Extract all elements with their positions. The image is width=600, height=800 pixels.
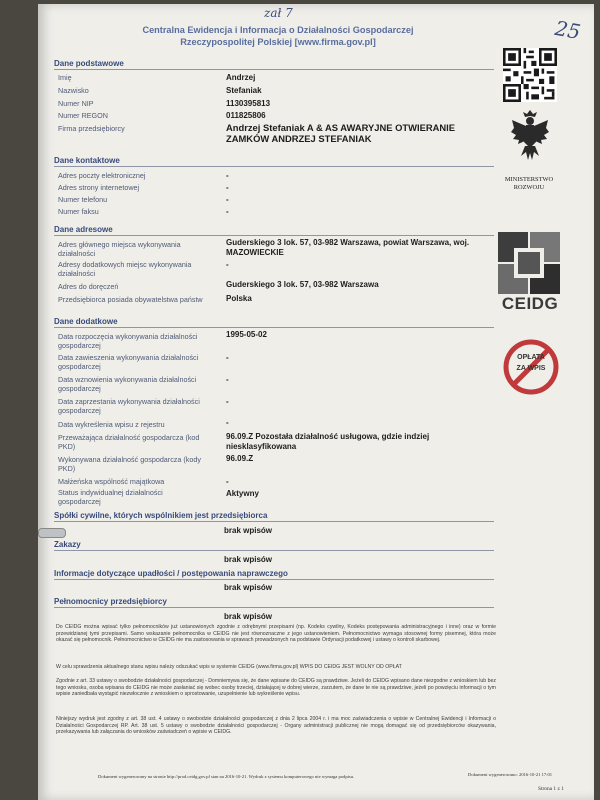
empty-entries: brak wpisów [224, 612, 273, 621]
ministry-line-2: ROZWOJU [513, 184, 545, 191]
field-label: Małżeńska wspólność majątkowa [58, 477, 165, 486]
field-value: - [226, 477, 229, 486]
field-label: Status indywidualnej działalności gospodarczej [58, 488, 163, 506]
field-label: Numer REGON [58, 111, 108, 120]
field-label: Imię [58, 73, 72, 82]
field-label: Przedsiębiorca posiada obywatelstwa państw [58, 295, 203, 304]
field-label: Wykonywana działalność gospodarcza (kody PKD) [58, 455, 201, 473]
field-value: 96.09.Z [226, 454, 254, 463]
field-label: Data zawieszenia wykonywania działalności gospodarczej [58, 353, 199, 371]
field-label: Adres głównego miejsca wykonywania działalności [58, 240, 181, 258]
field-value: 011825806 [226, 111, 266, 120]
empty-entries: brak wpisów [224, 583, 273, 592]
section-rule [54, 327, 494, 328]
field-value: Guderskiego 3 lok. 57, 03-982 Warszawa, powiat Warszawa, woj. MAZOWIECKIE [226, 238, 470, 257]
section-title-spolki: Spółki cywilne, których wspólnikiem jest przedsiębiorca [54, 511, 268, 520]
header-line-2: Rzeczypospolitej Polskiej [www.firma.gov.pl] [180, 37, 376, 47]
field-value: 1130395813 [226, 99, 271, 108]
field-value: - [226, 195, 229, 204]
section-title-dodatkowe: Dane dodatkowe [54, 317, 118, 326]
field-label: Adres do doręczeń [58, 282, 119, 291]
ministry-line-1: MINISTERSTWO [504, 176, 554, 183]
stamp-text-line-1: OPŁATA [517, 354, 545, 361]
field-value: - [226, 397, 229, 406]
section-rule [54, 579, 494, 580]
ceidg-logo-text: CEIDG [501, 294, 559, 313]
field-value: - [226, 260, 229, 269]
field-value: - [226, 207, 229, 216]
section-rule [54, 607, 494, 608]
section-rule [54, 521, 494, 522]
field-value: - [226, 353, 229, 362]
section-title-podstawowe: Dane podstawowe [54, 59, 124, 68]
handwritten-page-number: 25 [552, 15, 582, 45]
field-value: 96.09.Z Pozostała działalność usługowa, gdzie indziej niesklasyfikowana [226, 432, 430, 451]
section-title-kontaktowe: Dane kontaktowe [54, 156, 120, 165]
field-label: Nazwisko [58, 86, 89, 95]
field-value: Stefaniak [226, 86, 262, 95]
field-label: Data zaprzestania wykonywania działalności gospodarczej [58, 397, 200, 415]
field-label: Numer faksu [58, 207, 99, 216]
qr-code [503, 48, 557, 102]
field-value: - [226, 183, 229, 192]
handwritten-note-top: zał 7 [264, 6, 293, 20]
document-header [128, 24, 428, 48]
field-value: Guderskiego 3 lok. 57, 03-982 Warszawa [226, 280, 379, 289]
document-page [38, 4, 594, 800]
field-label: Data wznowienia wykonywania działalności gospodarczej [58, 375, 197, 393]
footer-page-number: Strona 1 z 1 [538, 786, 564, 792]
note-pelnomocnictwo: Do CEIDG można wpisać tylko pełnomocników już ustanowionych zgodnie z odrębnymi przepisami (np. Kodeks cywilny, Kodeks postępowania administracyjnego i inne) oraz w formie przewidzianej tymi przepisami. Samo wskazanie pełnomocnika w CEIDG nie jest równoznaczne z jego ustanowieniem. Pełnomocnictwo wymaga stosownej formy pisemnej, która może okazać się pełnomocnik. Pełnomocnictwo w CEIDG nie ma zastosowania w sprawach prowadzonych na podstawie Ordynacji podatkowej i ustawy o kontroli skarbowej. [56, 624, 496, 644]
section-title-upadlosc: Informacje dotyczące upadłości / postępowania naprawczego [54, 569, 288, 578]
field-value: - [226, 375, 229, 384]
field-label: Adres strony internetowej [58, 183, 140, 192]
eagle-emblem-icon [510, 108, 550, 164]
empty-entries: brak wpisów [224, 526, 273, 535]
company-name: Andrzej Stefaniak A & AS AWARYJNE OTWIERANIE ZAMKÓW ANDRZEJ STEFANIAK [226, 122, 456, 144]
section-rule [54, 166, 494, 167]
note-art38: Niniejszy wydruk jest zgodny z art. 38 ust. 4 ustawy o swobodzie działalności gospodarczej z dnia 2 lipca 2004 r. i ma moc zaświadczenia o wpisie w Centralnej Ewidencji i Informacji o Działalności Gospodarczej RP. Art. 38 ust. 5 ustawy o swobodzie działalności gospodarczej - Organy administracji publicznej nie mogą domagać się od przedsiębiorców okazywania, przekazywania lub załączania do wniosków zaświadczeń o wpisie w CEIDG. [56, 716, 496, 736]
section-rule [54, 550, 494, 551]
field-label: Numer NIP [58, 99, 94, 108]
field-value: - [226, 171, 229, 180]
field-label: Firma przedsiębiorcy [58, 124, 125, 133]
paper-clip [38, 528, 66, 538]
section-title-adresowe: Dane adresowe [54, 225, 113, 234]
header-line-1: Centralna Ewidencja i Informacja o Działalności Gospodarczej [142, 25, 414, 35]
field-value: 1995-05-02 [226, 330, 267, 339]
field-value: Aktywny [226, 489, 259, 498]
section-rule [54, 235, 494, 236]
field-label: Data rozpoczęcia wykonywania działalności gospodarczej [58, 332, 198, 350]
section-rule [54, 69, 494, 70]
field-label: Adresy dodatkowych miejsc wykonywania działalności [58, 260, 192, 278]
field-label: Adres poczty elektronicznej [58, 171, 146, 180]
empty-entries: brak wpisów [224, 555, 273, 564]
field-value: Polska [226, 294, 252, 303]
stamp-text-line-2: ZA WPIS [516, 365, 546, 372]
footer-generated: Dokument wygenerowano: 2016-10-21 17:01 [468, 772, 553, 777]
note-art33: Zgodnie z art. 33 ustawy o swobodzie działalności gospodarczej - Domniemywa się, że dane wpisane do CEIDG są prawdziwe. Jeżeli do CEIDG wpisano dane niezgodne z wnioskiem lub bez tego wniosku, osoba wpisana do CEIDG nie może zasłaniać się wobec osoby trzeciej, działającej w dobrej wierze, zarzutem, że dane te nie są prawdziwe, jeżeli po powzięciu informacji o tym wpisie zaniedbała wystąpić niezwłocznie z wnioskiem o sprostowanie, uzupełnienie lub wykreślenie wpisu. [56, 678, 496, 698]
section-title-pelnomocnicy: Pełnomocnicy przedsiębiorcy [54, 597, 167, 606]
field-label: Numer telefonu [58, 195, 108, 204]
footer-source: Dokument wygenerowany na stronie http://prod.ceidg.gov.pl stan na 2016-10-21. Wydruk z systemu komputerowego nie wymaga podpisu. [98, 774, 355, 779]
field-value: - [226, 418, 229, 427]
note-sprawdzenie: W celu sprawdzenia aktualnego stanu wpisu należy odszukać wpis w systemie CEIDG (www.firma.gov.pl) WPIS DO CEIDG JEST WOLNY OD OPŁAT [56, 664, 402, 670]
field-value: Andrzej [226, 73, 256, 82]
section-title-zakazy: Zakazy [54, 540, 81, 549]
field-label: Przeważająca działalność gospodarcza (kod PKD) [58, 433, 200, 451]
field-label: Data wykreślenia wpisu z rejestru [58, 420, 165, 429]
ceidg-logo-icon [498, 232, 560, 294]
ministry-logo-text [486, 176, 572, 192]
